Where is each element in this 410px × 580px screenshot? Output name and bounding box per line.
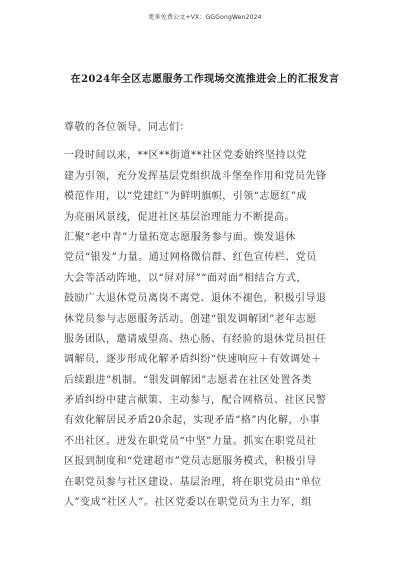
- text-line: 鼓励广大退休党员离岗不离党、退休不褪色，积极引导退: [64, 293, 327, 305]
- paragraph-1: [64, 146, 354, 228]
- text-line: 汇聚“老中青”力量拓宽志愿服务参与面。焕发退休: [64, 231, 296, 243]
- document-body: [64, 118, 354, 513]
- text-line: 区报到制度和“党建超市”党员志愿服务模式，积极引导: [64, 456, 317, 468]
- text-line: 不出社区。迸发在职党员“中坚”力量。抓实在职党员社: [64, 435, 317, 447]
- text-line: 休党员参与志愿服务活动。创建“银发调解团”老年志愿: [64, 313, 317, 325]
- text-line: 调解员，逐步形成化解矛盾纠纷“快速响应＋有效调处＋: [64, 354, 322, 366]
- text-line: 一段时间以来，**区**街道**社区党委始终坚持以党: [64, 150, 307, 162]
- salutation: 尊敬的各位领导，同志们：: [64, 122, 190, 133]
- text-line: 矛盾纠纷中建言献策、主动参与，配合网格员、社区民警: [64, 395, 327, 407]
- header-note: 更多免费公文+VX：GGGongWen2024: [148, 14, 262, 21]
- text-line: 有效化解居民矛盾20余起，实现矛盾“格”内化解，小事: [64, 415, 320, 427]
- text-line: 人”变成“社区人”。社区党委以在职党员为主力军，组: [64, 497, 312, 509]
- text-line: 建为引领，充分发挥基层党组织战斗堡垒作用和党员先锋: [64, 170, 327, 182]
- text-line: 服务团队，邀请威望高、热心肠、有经验的退休党员担任: [64, 333, 327, 345]
- text-line: 为亮丽风景线，促进社区基层治理能力不断提高。: [64, 211, 295, 223]
- text-line: 党员“银发”力量。通过网格微信群、红色宣传栏、党员: [64, 252, 317, 264]
- text-line: 大会等活动阵地，以“屏对屏”“面对面”相结合方式，: [64, 272, 307, 284]
- text-line: 在职党员参与社区建设、基层治理，将在职党员由“单位: [64, 476, 322, 488]
- paragraph-2: [64, 228, 354, 513]
- text-line: 后续跟进”机制。“银发调解团”志愿者在社区处置各类: [64, 374, 312, 386]
- document-title: 在2024年全区志愿服务工作现场交流推进会上的汇报发言: [70, 74, 340, 85]
- text-line: 模范作用，以“党建红”为鲜明旗帜，引领“志愿红”成: [64, 191, 307, 203]
